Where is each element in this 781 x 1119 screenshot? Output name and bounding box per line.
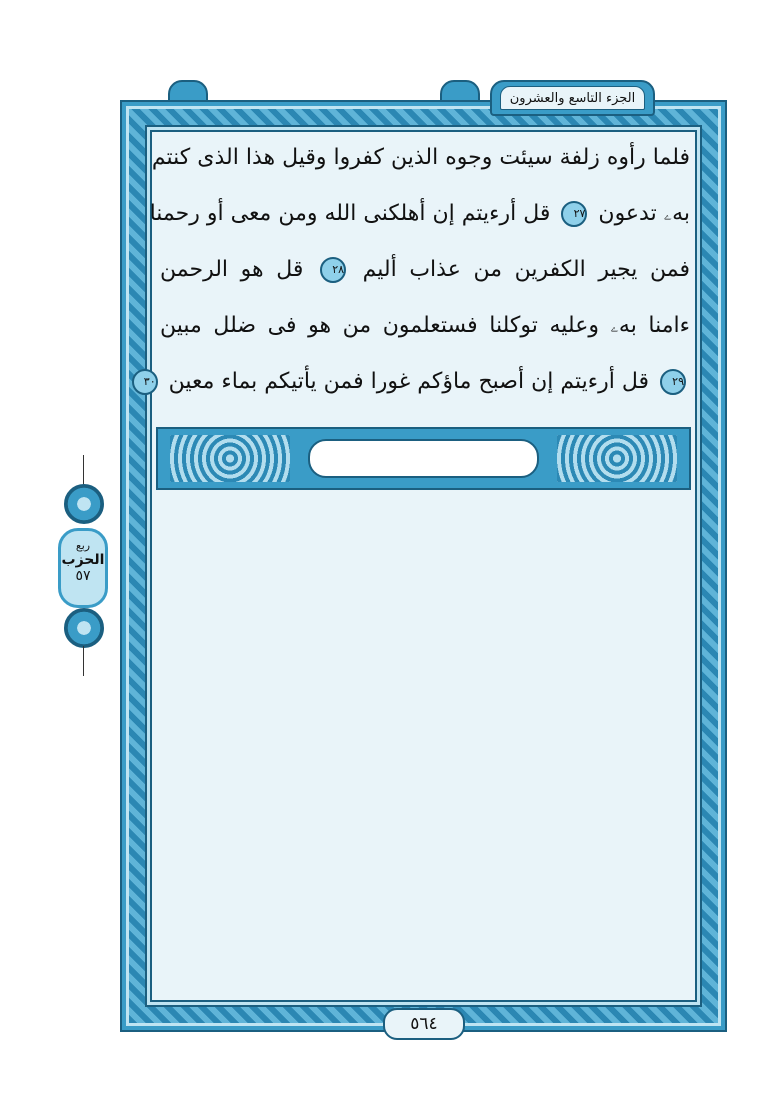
verse-text: قل هو الرحمن	[160, 257, 304, 282]
verse-text-block	[143, 130, 691, 410]
verse-text: فمن يجير الكفرين من عذاب أليم	[362, 257, 691, 282]
verse-text: بهۦ تدعون	[598, 201, 690, 226]
arabesque-ornament-left	[170, 435, 290, 482]
surah-title-cartouche	[308, 439, 539, 478]
hizb-marker	[58, 528, 108, 608]
page-number: ٥٦٤	[383, 1008, 465, 1040]
hizb-label: الحزب	[61, 552, 105, 568]
hizb-number: ٥٧	[75, 568, 91, 584]
juz-header-tab	[490, 80, 655, 116]
verse-text: قل أرءيتم إن أصبح ماؤكم غورا فمن يأتيكم بماء معين	[168, 369, 649, 394]
juz-label: الجزء التاسع والعشرون	[500, 86, 645, 110]
hizb-quarter-label: ربع	[75, 539, 91, 552]
surah-ornament-band	[156, 427, 691, 490]
verse-text: ءامنا بهۦ وعليه توكلنا فستعلمون من هو فى ضلل مبين	[160, 313, 690, 338]
verse-text: قل أرءيتم إن أهلكنى الله ومن معى أو رحمنا	[149, 201, 551, 226]
verse-line-3	[160, 242, 690, 298]
verse-text: فلما رأوه زلفة سيئت وجوه الذين كفروا وقيل هذا الذى كنتم	[151, 145, 690, 170]
medallion-top-icon	[64, 484, 104, 524]
medallion-bottom-icon	[64, 608, 104, 648]
ayah-number-marker: ٣٠	[132, 369, 158, 395]
verse-line-5	[143, 354, 690, 410]
verse-line-4	[160, 298, 690, 354]
verse-line-2	[149, 186, 690, 242]
ayah-number-marker: ٢٧	[561, 201, 587, 227]
arabesque-ornament-right	[557, 435, 677, 482]
verse-line-1	[151, 130, 690, 186]
medallion-line-top	[83, 455, 84, 485]
ayah-number-marker: ٢٩	[660, 369, 686, 395]
ayah-number-marker: ٢٨	[320, 257, 346, 283]
medallion-line-bottom	[83, 646, 84, 676]
